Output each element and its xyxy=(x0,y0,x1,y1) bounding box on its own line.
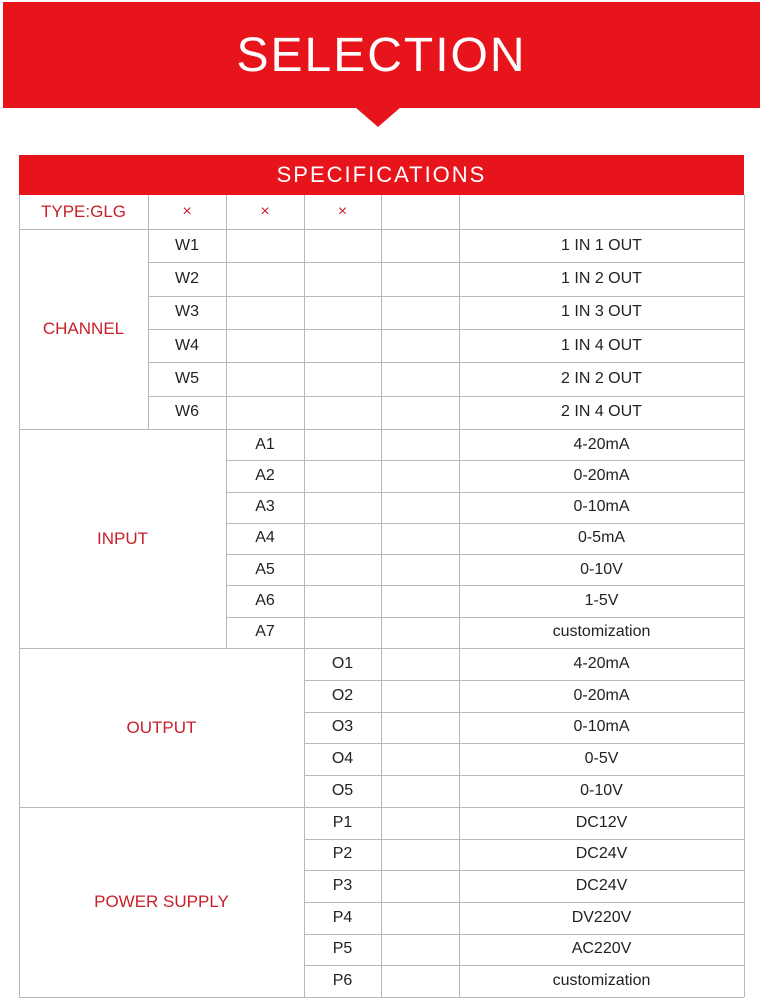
grid-line xyxy=(304,229,305,429)
grid-line xyxy=(744,229,745,429)
grid-line xyxy=(459,195,460,229)
grid-line xyxy=(381,648,382,807)
grid-line xyxy=(19,648,20,807)
grid-line xyxy=(148,396,744,397)
channel-code: W1 xyxy=(175,236,199,254)
grid-line xyxy=(148,296,744,297)
power-code: P3 xyxy=(332,877,353,895)
grid-line xyxy=(148,329,744,330)
channel-desc: 1 IN 1 OUT xyxy=(561,236,642,254)
grid-line xyxy=(304,902,744,903)
grid-line xyxy=(304,934,744,935)
grid-line xyxy=(304,712,744,713)
grid-line xyxy=(459,229,460,429)
output-code: O4 xyxy=(331,750,354,768)
power-desc: DC24V xyxy=(575,877,628,895)
channel-code: W5 xyxy=(175,369,199,387)
power-code: P1 xyxy=(332,813,353,831)
channel-desc: 1 IN 4 OUT xyxy=(561,336,642,354)
input-code: A6 xyxy=(255,592,275,610)
grid-line xyxy=(304,775,744,776)
output-code: O2 xyxy=(331,686,354,704)
grid-line xyxy=(459,429,460,648)
type-mark-x: × xyxy=(260,203,270,220)
input-desc: 0-5mA xyxy=(577,529,626,547)
channel-desc: 1 IN 3 OUT xyxy=(561,303,642,321)
input-code: A4 xyxy=(255,529,275,547)
type-mark-x: × xyxy=(182,203,192,220)
input-code: A3 xyxy=(255,498,275,516)
grid-line xyxy=(459,807,460,997)
channel-code: W3 xyxy=(175,303,199,321)
channel-code: W6 xyxy=(175,403,199,421)
grid-line xyxy=(459,648,460,807)
grid-line xyxy=(304,870,744,871)
power-code: P2 xyxy=(332,845,353,863)
power-code: P4 xyxy=(332,908,353,926)
grid-line xyxy=(381,429,382,648)
input-desc: 1-5V xyxy=(584,592,619,610)
grid-line xyxy=(381,807,382,997)
power-code: P5 xyxy=(332,940,353,958)
grid-line xyxy=(19,229,20,429)
output-section-label: OUTPUT xyxy=(126,717,197,737)
channel-code: W2 xyxy=(175,269,199,287)
specifications-header: SPECIFICATIONS xyxy=(19,155,744,195)
channel-code: W4 xyxy=(175,336,199,354)
power-section-label: POWER SUPPLY xyxy=(94,892,229,911)
grid-line xyxy=(744,807,745,997)
input-code: A5 xyxy=(255,560,275,578)
grid-line xyxy=(19,807,20,997)
output-code: O3 xyxy=(331,718,354,736)
grid-line xyxy=(744,429,745,648)
output-desc: 0-10V xyxy=(580,782,623,800)
input-section-label: INPUT xyxy=(97,528,148,548)
power-desc: DC12V xyxy=(575,813,628,831)
banner-title: SELECTION xyxy=(236,29,527,82)
grid-line xyxy=(304,680,744,681)
grid-line xyxy=(226,195,227,229)
grid-line xyxy=(19,429,20,648)
grid-line xyxy=(304,839,744,840)
type-mark-x: × xyxy=(337,203,348,220)
input-code: A7 xyxy=(255,623,275,641)
grid-line xyxy=(304,429,305,648)
power-desc: DV220V xyxy=(571,908,632,926)
output-desc: 4-20mA xyxy=(573,654,630,672)
output-code: O1 xyxy=(331,654,354,672)
grid-line xyxy=(304,807,305,997)
input-desc: 4-20mA xyxy=(573,435,630,453)
output-desc: 0-20mA xyxy=(573,686,630,704)
channel-desc: 2 IN 2 OUT xyxy=(561,369,642,387)
grid-line xyxy=(226,429,227,648)
grid-line xyxy=(381,195,382,229)
grid-line xyxy=(304,965,744,966)
input-desc: customization xyxy=(552,623,651,641)
type-label: TYPE:GLG xyxy=(40,202,127,221)
output-desc: 0-5V xyxy=(584,750,619,768)
grid-line xyxy=(148,195,149,229)
grid-line xyxy=(744,195,745,229)
channel-desc: 2 IN 4 OUT xyxy=(561,403,642,421)
grid-line xyxy=(304,648,305,807)
grid-line xyxy=(744,648,745,807)
grid-line xyxy=(148,262,744,263)
power-code: P6 xyxy=(332,972,353,990)
output-desc: 0-10mA xyxy=(573,718,630,736)
grid-line xyxy=(148,229,149,429)
channel-section-label: CHANNEL xyxy=(42,319,125,338)
input-desc: 0-20mA xyxy=(573,466,630,484)
output-code: O5 xyxy=(331,782,354,800)
input-code: A1 xyxy=(255,435,275,453)
input-code: A2 xyxy=(255,466,275,484)
grid-line xyxy=(19,195,20,229)
input-desc: 0-10mA xyxy=(573,498,630,516)
channel-desc: 1 IN 2 OUT xyxy=(561,269,642,287)
grid-line xyxy=(19,997,744,998)
power-desc: DC24V xyxy=(575,845,628,863)
grid-line xyxy=(226,229,227,429)
power-desc: customization xyxy=(552,972,651,990)
input-desc: 0-10V xyxy=(580,560,623,578)
grid-line xyxy=(148,362,744,363)
grid-line xyxy=(304,195,305,229)
grid-line xyxy=(381,229,382,429)
power-desc: AC220V xyxy=(571,940,632,958)
grid-line xyxy=(304,743,744,744)
